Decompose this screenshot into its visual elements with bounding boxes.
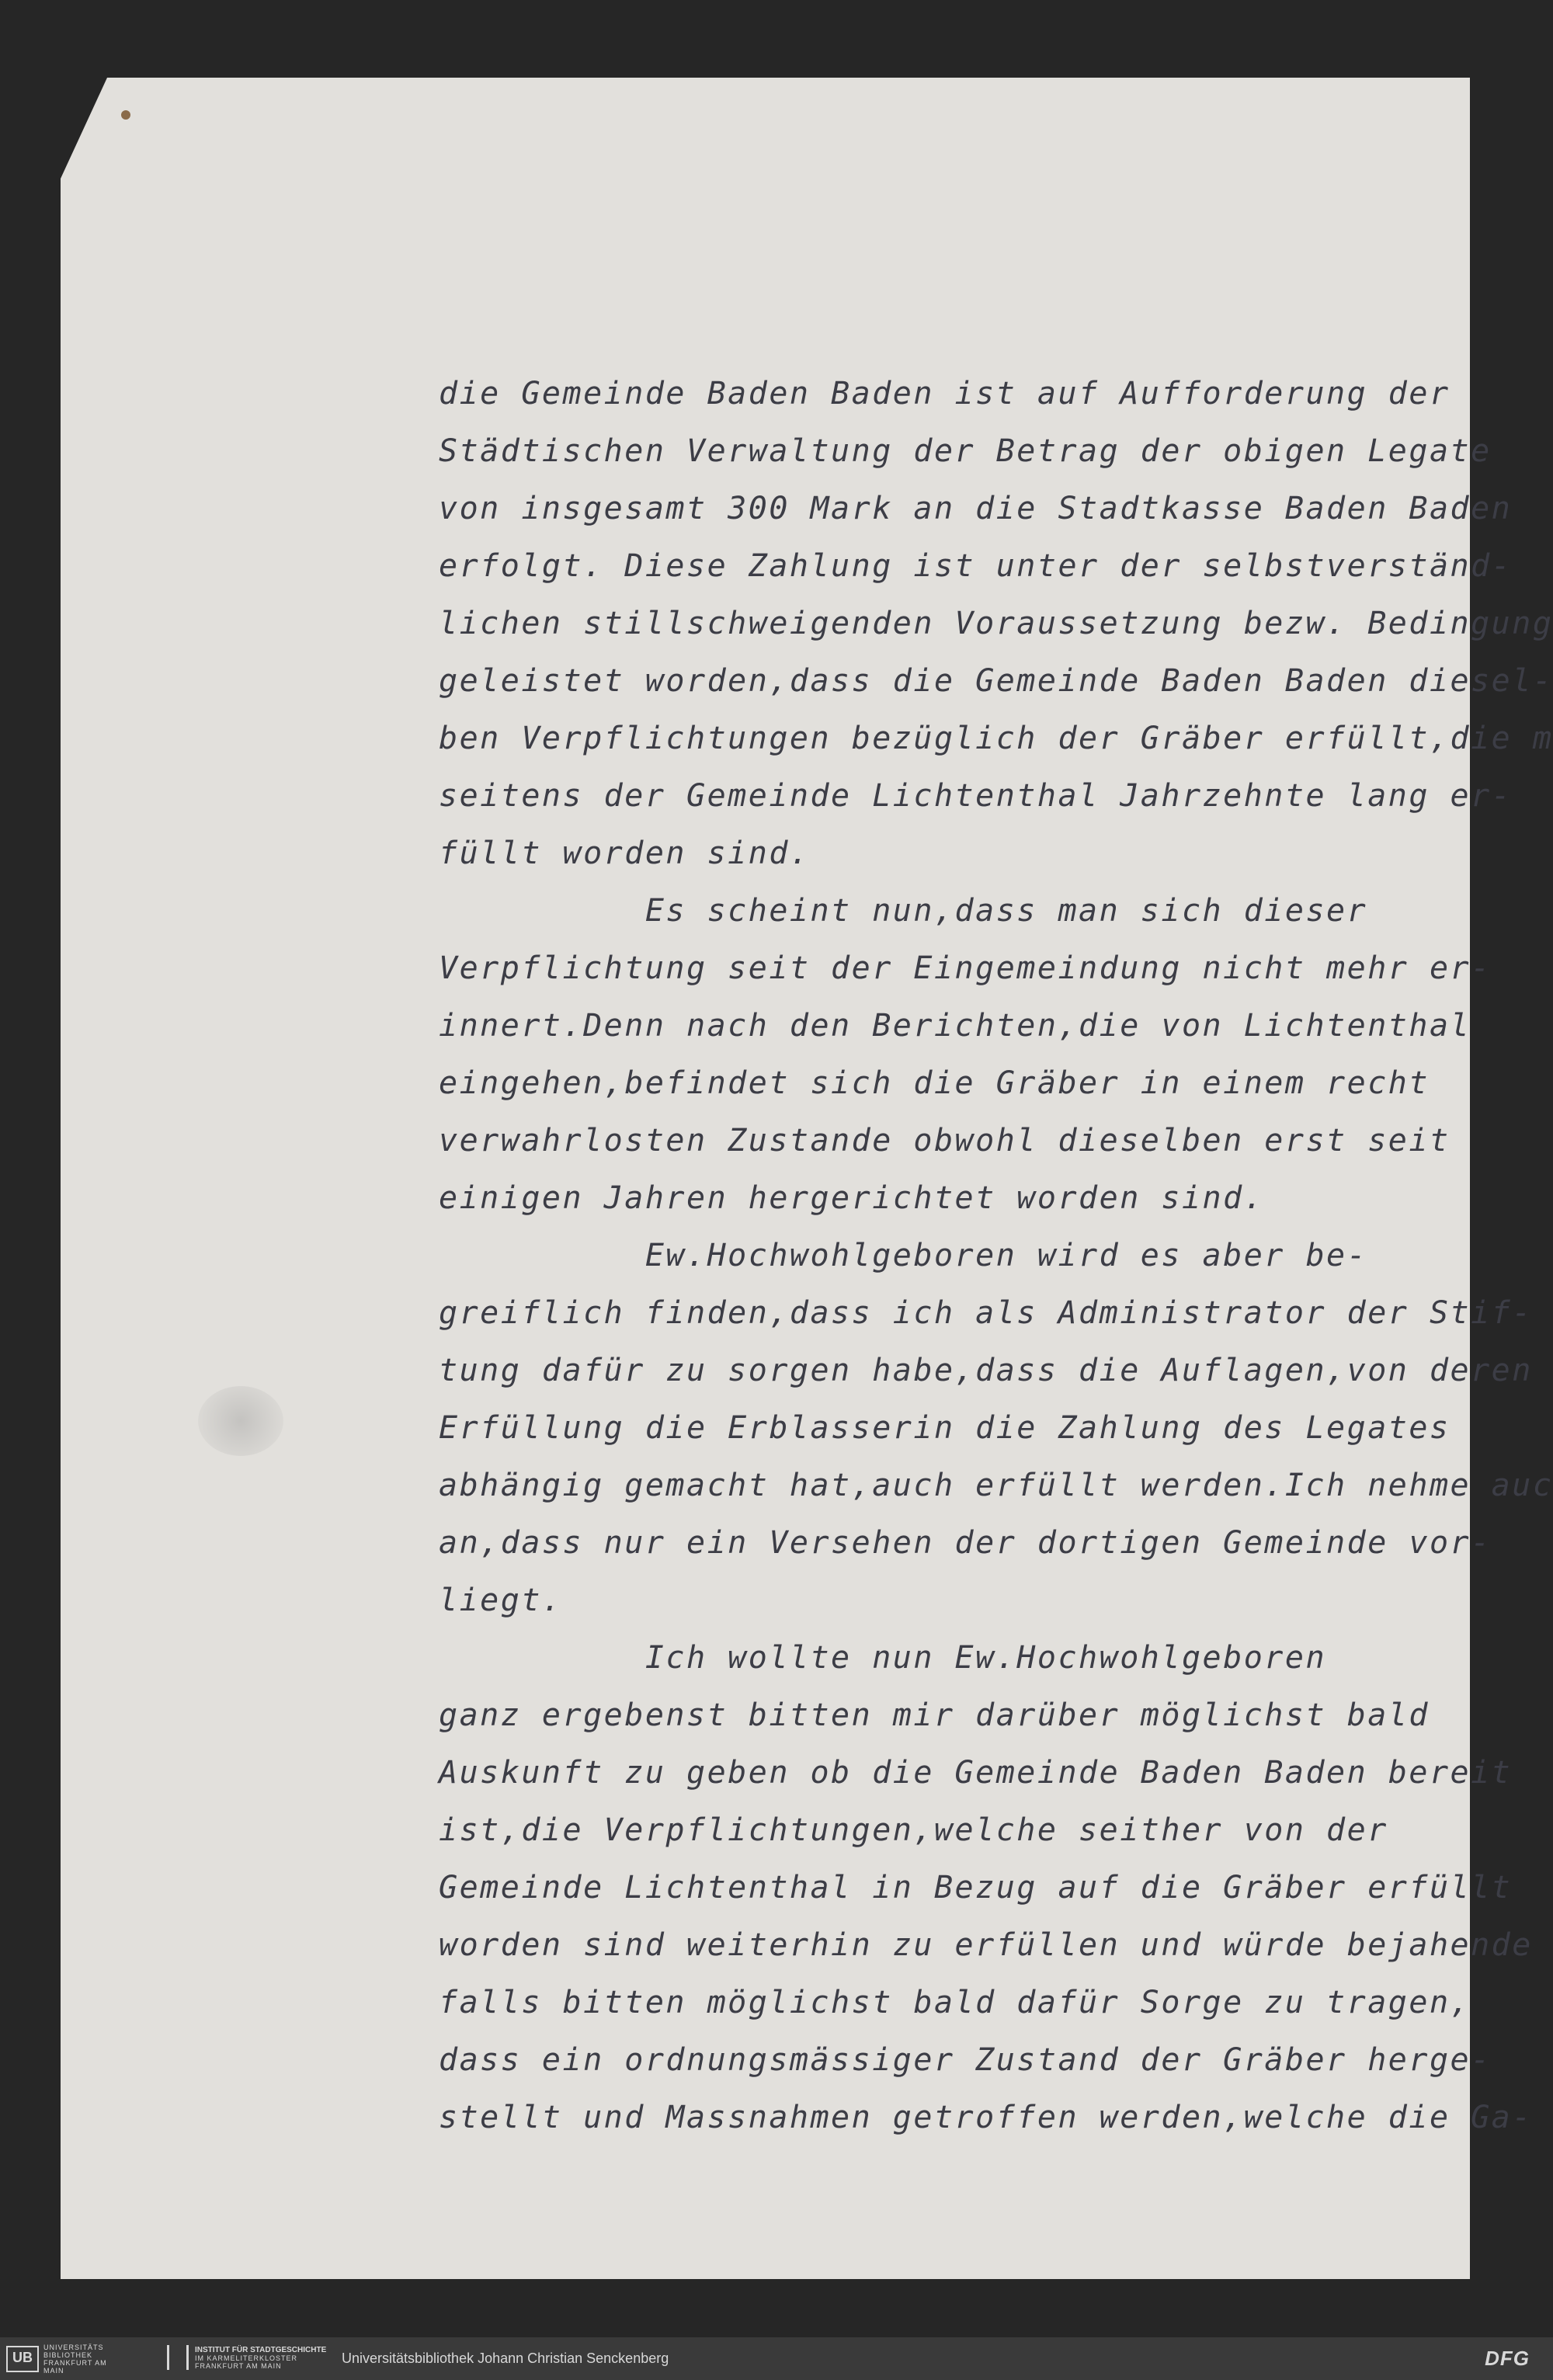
text-line: verwahrlosten Zustande obwohl dieselben erst seit (439, 1123, 1451, 1159)
dfg-logo: DFG (1485, 2347, 1530, 2370)
text-line: innert.Denn nach den Berichten,die von Lichtenthal (439, 1008, 1471, 1044)
text-line: dass ein ordnungsmässiger Zustand der Gräber herge- (439, 2042, 1492, 2078)
letter-body (439, 365, 1553, 2146)
footer-caption: Universitätsbibliothek Johann Christian Senckenberg (342, 2350, 669, 2366)
text-line: Ich wollte nun Ew.Hochwohlgeboren (439, 1640, 1327, 1676)
text-line: füllt worden sind. (439, 836, 811, 871)
institute-sub: IM KARMELITERKLOSTER FRANKFURT AM MAIN (195, 2354, 298, 2370)
text-line: Ew.Hochwohlgeboren wird es aber be- (439, 1238, 1368, 1273)
pin-hole (121, 110, 130, 120)
text-line: stellt und Massnahmen getroffen werden,welche die Ga- (439, 2100, 1533, 2135)
text-line: liegt. (439, 1583, 563, 1618)
text-line: an,dass nur ein Versehen der dortigen Gemeinde vor- (439, 1525, 1492, 1561)
institute-logo-icon (167, 2345, 189, 2370)
text-line: falls bitten möglichst bald dafür Sorge zu tragen, (439, 1985, 1471, 2020)
text-line: die Gemeinde Baden Baden ist auf Aufforderung der (439, 376, 1451, 412)
footer-bar (0, 2337, 1553, 2380)
text-line: tung dafür zu sorgen habe,dass die Auflagen,von deren (439, 1353, 1533, 1388)
text-line: ist,die Verpflichtungen,welche seither von der (439, 1812, 1388, 1848)
text-line: Auskunft zu geben ob die Gemeinde Baden Baden bereit (439, 1755, 1513, 1791)
text-line: von insgesamt 300 Mark an die Stadtkasse Baden Baden (439, 491, 1513, 526)
text-line: greiflich finden,dass ich als Administrator der Stif- (439, 1295, 1533, 1331)
ub-logo[interactable] (6, 2344, 113, 2375)
text-line: Gemeinde Lichtenthal in Bezug auf die Gräber erfüllt (439, 1870, 1513, 1906)
text-line: eingehen,befindet sich die Gräber in einem recht (439, 1065, 1430, 1101)
text-line: Erfüllung die Erblasserin die Zahlung des Legates (439, 1410, 1451, 1446)
text-line: geleistet worden,dass die Gemeinde Baden Baden diesel- (439, 663, 1553, 699)
institute-name: INSTITUT FÜR STADTGESCHICHTE (195, 2345, 327, 2354)
text-line: ganz ergebenst bitten mir darüber möglichst bald (439, 1697, 1430, 1733)
text-line: Städtischen Verwaltung der Betrag der obigen Legate (439, 433, 1492, 469)
text-line: worden sind weiterhin zu erfüllen und würde bejahende (439, 1927, 1533, 1963)
text-line: abhängig gemacht hat,auch erfüllt werden.Ich nehme auc (439, 1468, 1553, 1503)
ub-logo-text: UNIVERSITÄTS BIBLIOTHEK FRANKFURT AM MAIN (43, 2344, 107, 2375)
text-line: ben Verpflichtungen bezüglich der Gräber erfüllt,die m (439, 721, 1553, 756)
text-line: einigen Jahren hergerichtet worden sind. (439, 1180, 1265, 1216)
text-line: lichen stillschweigenden Voraussetzung bezw. Bedingung (439, 606, 1553, 641)
text-line: erfolgt. Diese Zahlung ist unter der selbstverständ- (439, 548, 1513, 584)
paper-smudge (198, 1386, 283, 1456)
text-line: Es scheint nun,dass man sich dieser (439, 893, 1368, 929)
text-line: Verpflichtung seit der Eingemeindung nicht mehr er- (439, 950, 1492, 986)
ub-logo-icon: UB (6, 2346, 39, 2372)
text-line: seitens der Gemeinde Lichtenthal Jahrzehnte lang er- (439, 778, 1513, 814)
institute-logo[interactable] (167, 2345, 335, 2370)
